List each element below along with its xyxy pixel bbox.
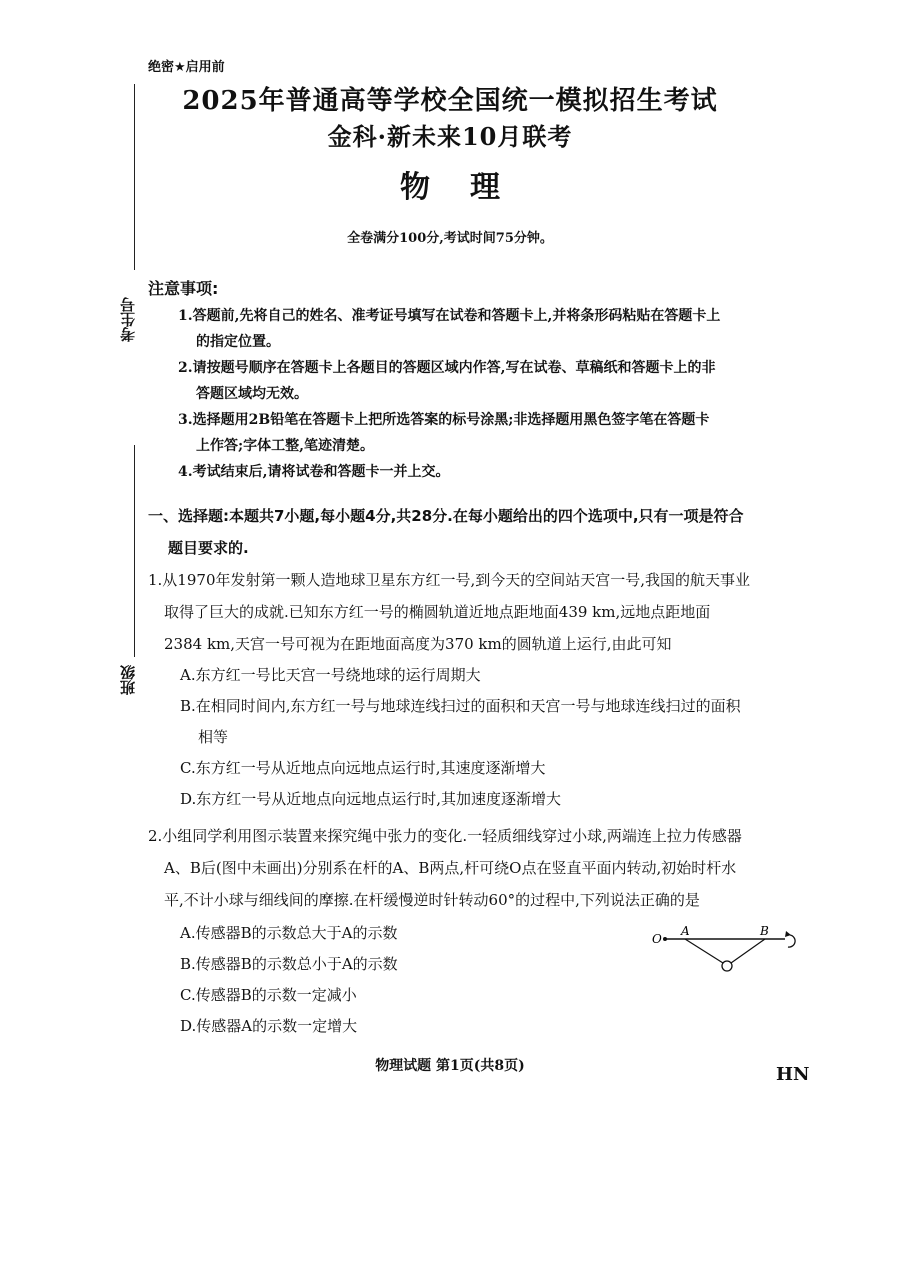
section-line: 一、选择题:本题共7小题,每小题4分,共28分.在每小题给出的四个选项中,只有一项是符合 [148,507,744,525]
notice-item: 4.考试结束后,请将试卷和答题卡一并上交。 [178,464,450,480]
side-label-class: 班级 [119,665,137,695]
notice-item: 答题区域均无效。 [196,386,308,402]
label-b: B [760,926,769,938]
binding-line-bottom [134,445,135,657]
question-1 [148,564,810,660]
section-line: 题目要求的. [168,539,249,557]
notice-item: 2.请按题号顺序在答题卡上各题目的答题区域内作答,写在试卷、草稿纸和答题卡上的非 [178,360,716,376]
question-line: 1.从1970年发射第一颗人造地球卫星东方红一号,到今天的空间站天宫一号,我国的航天事业 [148,571,751,589]
exam-subtitle: 金科·新未来10月联考 [327,122,573,151]
subject-title: 物理 [400,170,540,205]
region-code: HN [776,1064,810,1085]
label-o: O [652,932,662,946]
ball [722,961,732,971]
string-a [685,939,723,963]
confidential-mark: 绝密★启用前 [148,60,225,75]
option-c: C.传感器B的示数一定减小 [180,986,357,1004]
question-line: 2.小组同学利用图示装置来探究绳中张力的变化.一轻质细线穿过小球,两端连上拉力传感器 [148,827,742,845]
question-line: 取得了巨大的成就.已知东方红一号的椭圆轨道近地点距地面439 km,远地点距地面 [164,603,711,621]
notice-list [178,303,810,485]
score-info: 全卷满分100分,考试时间75分钟。 [347,231,553,246]
question-1-options [180,660,808,815]
question-line: 平,不计小球与细线间的摩擦.在杆缓慢逆时针转动60°的过程中,下列说法正确的是 [164,891,700,909]
notice-item: 的指定位置。 [196,334,280,350]
option-d: D.东方红一号从近地点向远地点运行时,其加速度逐渐增大 [180,790,562,808]
rod-ball-diagram [652,926,802,978]
notice-heading: 注意事项: [148,279,219,298]
option-a: A.传感器B的示数总大于A的示数 [180,924,398,942]
notice-item: 3.选择题用2B铅笔在答题卡上把所选答案的标号涂黑;非选择题用黑色签字笔在答题卡 [178,412,710,428]
arrowhead [785,931,791,937]
page-footer: 物理试题 第1页(共8页) [375,1058,525,1074]
option-a: A.东方红一号比天宫一号绕地球的运行周期大 [180,666,481,684]
option-d: D.传感器A的示数一定增大 [180,1017,358,1035]
section-heading [148,500,808,564]
question-2 [148,820,810,916]
option-b-cont: 相等 [198,728,229,746]
option-b: B.传感器B的示数总小于A的示数 [180,955,398,973]
notice-item: 1.答题前,先将自己的姓名、准考证号填写在试卷和答题卡上,并将条形码粘贴在答题卡上 [178,308,721,324]
exam-title: 2025年普通高等学校全国统一模拟招生考试 [182,86,718,116]
notice-item: 上作答;字体工整,笔迹清楚。 [196,438,375,454]
string-b [731,939,765,963]
rotation-arrow-icon [788,935,795,947]
option-b: B.在相同时间内,东方红一号与地球连线扫过的面积和天宫一号与地球连线扫过的面积 [180,697,741,715]
side-label-exam-number: 考生号 [119,297,137,342]
question-line: 2384 km,天宫一号可视为在距地面高度为370 km的圆轨道上运行,由此可知 [164,635,672,653]
option-c: C.东方红一号从近地点向远地点运行时,其速度逐渐增大 [180,759,546,777]
question-line: A、B后(图中未画出)分别系在杆的A、B两点,杆可绕O点在竖直平面内转动,初始时杆水 [164,859,737,877]
label-a: A [681,926,690,938]
